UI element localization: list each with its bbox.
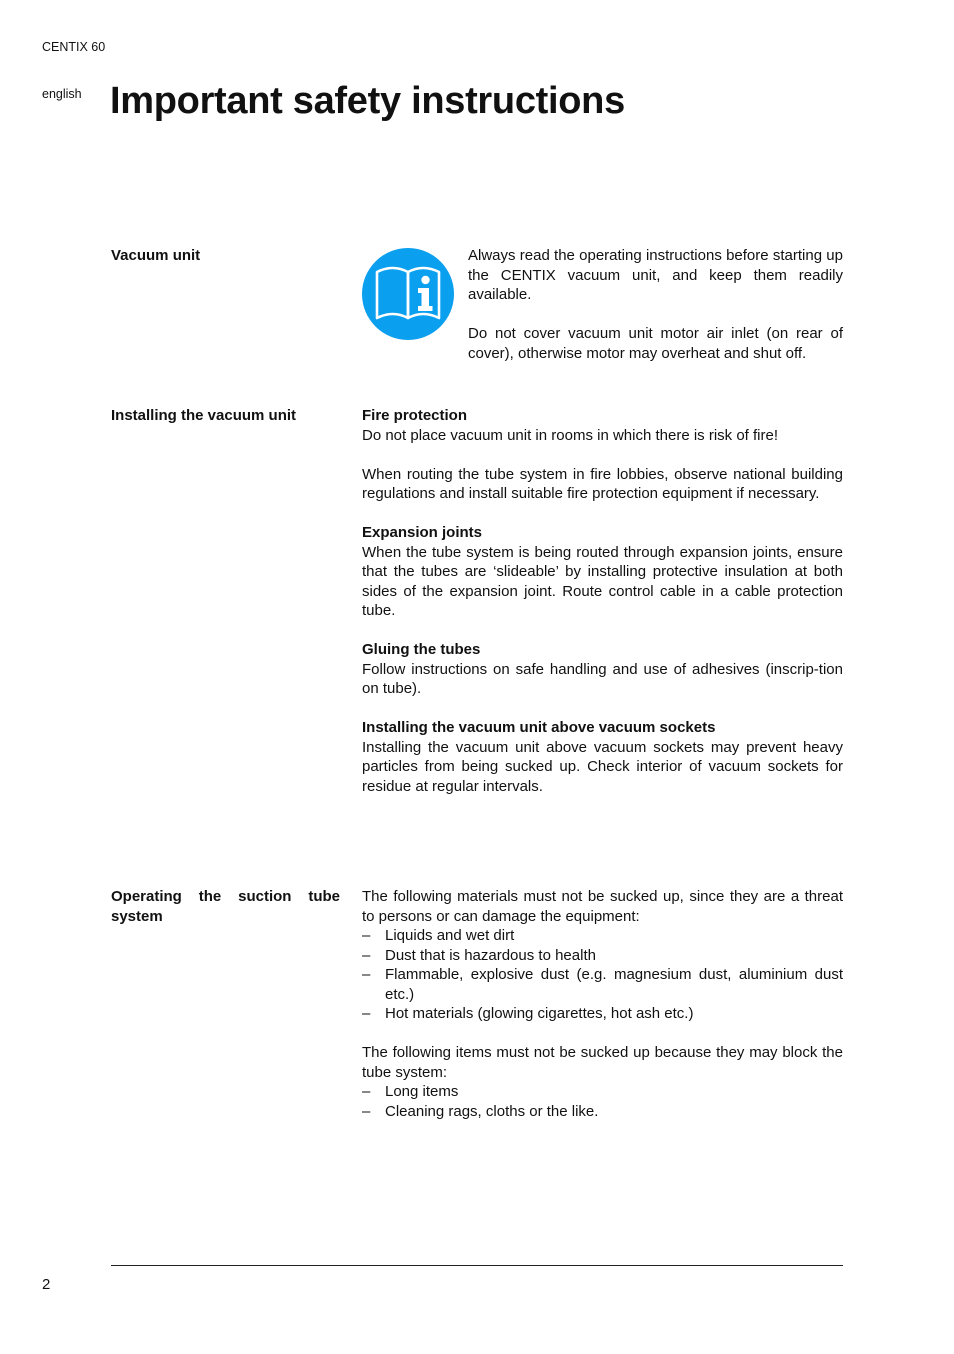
language-label: english (42, 87, 82, 101)
paragraph: The following items must not be sucked up because they may block the tube system: (362, 1044, 843, 1081)
subheading-gluing-tubes: Gluing the tubes (362, 641, 481, 658)
blocking-items-list (362, 1082, 843, 1121)
subheading-fire-protection: Fire protection (362, 407, 468, 424)
operating-text (362, 887, 843, 1121)
paragraph: Always read the operating instructions before starting up the CENTIX vacuum unit, and keep them readily available. (468, 247, 843, 303)
paragraph: Follow instructions on safe handling and use of adhesives (inscrip-tion on tube). (362, 660, 843, 697)
paragraph: Do not cover vacuum unit motor air inlet (on rear of cover), otherwise motor may overheat and shut off. (468, 325, 843, 362)
section-heading-installing: Installing the vacuum unit (111, 407, 297, 424)
paragraph: When routing the tube system in fire lobbies, observe national building regulations and install suitable fire protection equipment if necessary. (362, 465, 843, 502)
list-item: – Flammable, explosive dust (e.g. magnesium dust, aluminium dust etc.) (362, 965, 843, 1004)
list-item: – Hot materials (glowing cigarettes, hot ash etc.) (362, 1004, 843, 1024)
installing-text (362, 406, 843, 796)
info-manual-icon (362, 248, 454, 340)
subheading-above-sockets: Installing the vacuum unit above vacuum sockets (362, 719, 716, 736)
footer-rule (111, 1265, 843, 1266)
page-title: Important safety instructions (110, 80, 625, 122)
subheading-expansion-joints: Expansion joints (362, 524, 483, 541)
prohibited-materials-list (362, 926, 843, 1024)
product-name: CENTIX 60 (42, 40, 106, 54)
list-item: – Dust that is hazardous to health (362, 946, 843, 966)
page-number: 2 (42, 1276, 51, 1293)
section-heading-operating: Operating the suction tube system (111, 888, 340, 925)
list-item: – Long items (362, 1082, 843, 1102)
vacuum-unit-text (468, 246, 843, 363)
section-heading-vacuum-unit: Vacuum unit (111, 247, 201, 264)
paragraph: Do not place vacuum unit in rooms in which there is risk of fire! (362, 426, 779, 444)
paragraph: When the tube system is being routed through expansion joints, ensure that the tubes are ‘slideable’ by installing protective insulation at both sides of the expansion joint. Route control cable in a cable protection tube. (362, 543, 843, 619)
list-item: – Cleaning rags, cloths or the like. (362, 1102, 843, 1122)
list-item: – Liquids and wet dirt (362, 926, 843, 946)
paragraph: Installing the vacuum unit above vacuum sockets may prevent heavy particles from being sucked up. Check interior of vacuum sockets for residue at regular intervals. (362, 738, 843, 795)
paragraph: The following materials must not be sucked up, since they are a threat to persons or can damage the equipment: (362, 888, 843, 925)
